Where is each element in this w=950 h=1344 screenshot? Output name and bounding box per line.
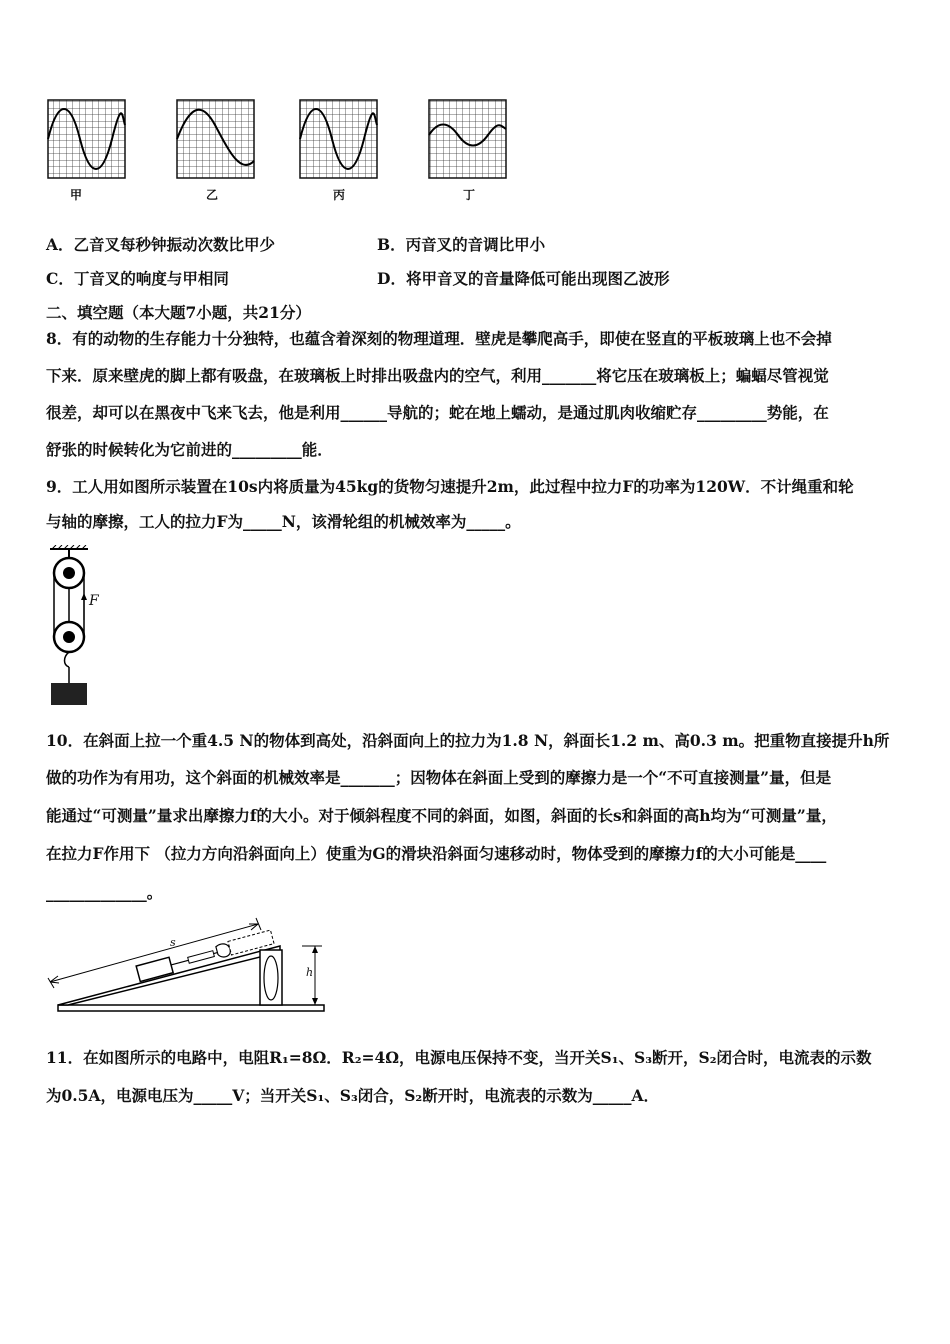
waveform-label-yi: 乙 (206, 188, 219, 202)
waveform-jia (48, 100, 125, 178)
q8-line-3: 很差，却可以在黑夜中飞来飞去，他是利用______导航的；蛇在地上蠕动，是通过肌肉收缩贮存_________势能，在 (46, 403, 829, 422)
incline-figure (40, 910, 340, 1020)
q9-line-1: 9．工人用如图所示装置在10s内将质量为45kg的货物匀速提升2m，此过程中拉力F的功率为120W．不计绳重和轮 (46, 477, 854, 496)
q8-line-4: 舒张的时候转化为它前进的_________能． (46, 440, 333, 459)
waveform-label-bing: 丙 (333, 188, 346, 202)
q7-option-b: B．丙音叉的音调比甲小 (377, 235, 546, 254)
pulley-figure (40, 545, 110, 710)
section-heading: 二、填空题（本大题7小题，共21分） (46, 303, 311, 322)
q10-line-4: 在拉力F作用下 （拉力方向沿斜面向上）使重为G的滑块沿斜面匀速移动时，物体受到的摩擦力f的大小可能是____ (46, 844, 827, 863)
q10-line-2: 做的功作为有用功，这个斜面的机械效率是_______；因物体在斜面上受到的摩擦力是一个“不可直接测量”量，但是 (46, 768, 832, 787)
waveform-figure (40, 95, 520, 210)
q10-line-1: 10．在斜面上拉一个重4.5 N的物体到高处，沿斜面向上的拉力为1.8 N，斜面长1.2 m、高0.3 m。把重物直接提升h所 (46, 731, 890, 750)
waveform-label-ding: 丁 (463, 188, 476, 202)
q8-line-1: 8．有的动物的生存能力十分独特，也蕴含着深刻的物理道理．壁虎是攀爬高手，即使在竖直的平板玻璃上也不会掉 (46, 329, 832, 348)
q10-line-3: 能通过“可测量”量求出摩擦力f的大小。对于倾斜程度不同的斜面，如图，斜面的长s和斜面的高h均为“可测量”量， (46, 806, 837, 825)
incline-height-label: h (306, 966, 314, 979)
waveform-ding (429, 100, 506, 178)
pulley-force-label: F (89, 593, 99, 609)
waveform-yi (177, 100, 254, 178)
q7-option-a: A．乙音叉每秒钟振动次数比甲少 (46, 235, 276, 254)
q7-option-d: D．将甲音叉的音量降低可能出现图乙波形 (377, 269, 670, 288)
incline-length-label: s (170, 936, 176, 949)
q9-line-2: 与轴的摩擦，工人的拉力F为_____N，该滑轮组的机械效率为_____。 (46, 512, 521, 531)
q11-line-2: 为0.5A，电源电压为_____V；当开关S₁、S₃闭合，S₂断开时，电流表的示数为_____A． (46, 1086, 659, 1105)
q8-line-2: 下来．原来壁虎的脚上都有吸盘，在玻璃板上时排出吸盘内的空气，利用_______将它压在玻璃板上；蝙蝠尽管视觉 (46, 366, 829, 385)
q7-option-c: C．丁音叉的响度与甲相同 (46, 269, 229, 288)
q10-line-5: _____________。 (46, 883, 163, 902)
q11-line-1: 11．在如图所示的电路中，电阻R₁=8Ω．R₂=4Ω，电源电压保持不变，当开关S₁、S₃断开，S₂闭合时，电流表的示数 (46, 1048, 872, 1067)
waveform-label-jia: 甲 (70, 188, 83, 202)
waveform-bing (300, 100, 377, 178)
